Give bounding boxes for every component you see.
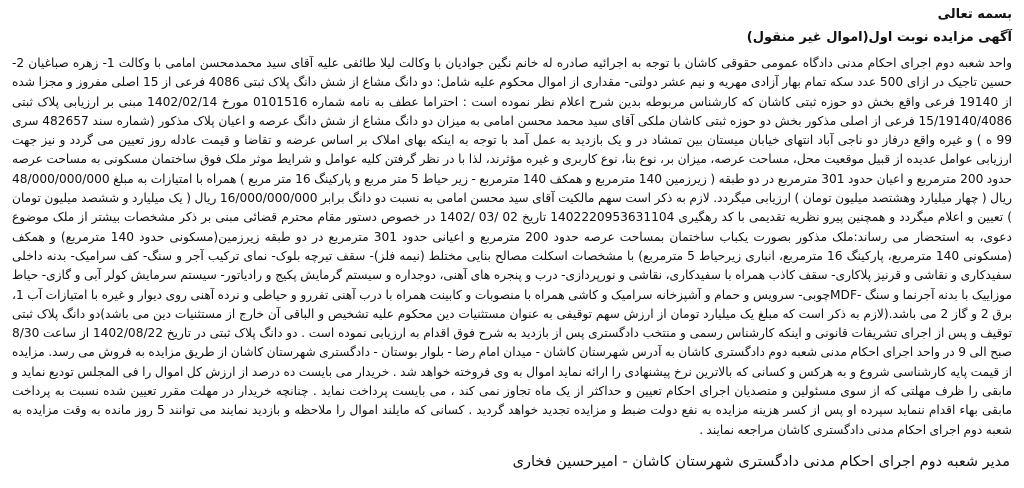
- notice-title: آگهی مزایده نوبت اول(اموال غیر منقول): [746, 30, 1012, 45]
- bismillah-heading: بسمه تعالی: [937, 7, 1012, 22]
- signature-line: مدیر شعبه دوم اجرای احکام مدنی دادگستری شهرستان کاشان - امیرحسین فخاری: [512, 454, 1010, 470]
- notice-body-text: واحد شعبه دوم اجرای احکام مدنی دادگاه عمومی حقوقی کاشان با توجه به اجرائیه صادره له خانم نگین جوادیان با وکالت لیلا طائفی علیه آقای سید محمدمحسن امامی با وکالت 1- زهره صباغیان 2- حسین تاجیک در ازای 500 عدد سکه تمام بهار آزادی مهریه و نیم عشر دولتی- مقداری از اموال محکوم علیه شامل: دو دانگ مشاع از شش دانگ پلاک ثبتی 4086 فرعی از 15 اصلی مفروز و مجزا شده از 19140 فرعی واقع بخش دو حوزه ثبتی کاشان که کارشناس مربوطه بدین شرح اعلام نظر نموده است : احتراما عطف به نامه شماره 0101516 مورخ 1402/02/14 مبنی بر ارزیابی پلاک ثبتی 15/19140/4086 فرعی از اصلی مذکور بخش دو حوزه ثبتی کاشان ملکی آقای سید محمد محسن امامی به میزان دو دانگ مشاع از شش دانگ عرصه و اعیان پلاک مذکور (شماره سند 482657 سری 99 ه ) و غیره واقع درفاز دو ناجی آباد انتهای خیابان میستان بین تمشاد در و یک بازدید به عمل آمد با توجه به اینکه بهای املاک بر اساس عرضه و تقاضا و قیمت عادله روز تعیین می گردد و نیز جهت ارزیابی عوامل عدیده از قبیل موقعیت محل، مساحت عرصه، میزان بر، نوع بنا، نوع کاربری و غیره مؤثرند، لذا با در نظر گرفتن کلیه عوامل و شرایط موثر ملک فوق ساختمان مسکونی به مساحت عرصه حدود 200 مترمربع و اعیان حدود 301 مترمربع در دو طبقه ( زیرزمین 140 مترمربع و همکف 140 مترمربع - زیر حیاط 5 متر مربع و پارکینگ 16 متر مربع ) همراه با امتیازات به مبلغ 48/000/000/000 ریال ( چهار میلیارد وهشتصد میلیون تومان ) ارزیابی میگردد. لازم به ذکر است سهم مالکیت آقای سید محسن امامی به نسبت دو دانگ برابر 16/000/000/000 ریال ( یک میلیارد و ششصد میلیون تومان ) تعیین و اعلام میگردد و همچنین پیرو نظریه تقدیمی با کد رهگیری 1402220953631104 تاریخ 02 /03 /1402 در خصوص دستور مقام محترم قضائی مبنی بر ذکر مشخصات بیشتر از ملک موضوع دعوی، به استحضار می رساند:ملک مذکور بصورت یکباب ساختمان بمساحت عرصه حدود 200 مترمربع و اعیانی حدود 301 مترمربع در دو طبقه زیرزمین(مسکونی حدود 140 مترمربع) و همکف (مسکونی 140 مترمربع، پارکینگ 16 مترمربع، انباری زیرحیاط 5 مترمربع) با مشخصات اسکلت مصالح بنایی مختلط (نیمه فلز)- سقف تیرچه بلوک- نمای ترکیب آجر و سنگ- کف سرامیک- بدنه داخلی سفیدکاری و نقاشی و قرنیز پلاکاری- سقف کاذب همراه با سفیدکاری، نقاشی و نورپردازی- درب و پنجره های آهنی، دوجداره و سیستم گرمایش پکیج و رادیاتور- سیستم سرمایش کولر آبی و گازی- حیاط موزاییک با بدنه آجرنما و سنگ -MDFچوبی- سرویس و حمام و آشپزخانه سرامیک و کاشی همراه با منصوبات و کابینت همراه با درب آهنی تفررو و حیاطی و نرده آهنی روی دیوار و غیره با امتیازات آب 1، برق 2 و گاز 2 می باشد.(لازم به ذکر است که مبلغ یک میلیارد تومان از ارزش سهم توقیفی به عنوان مستثنیات دین محکوم علیه تشخیص و الباقی آن خارج از مستثنیات دین می باشد)دو دانگ پلاک ثبتی توقیف و پس از اجرای تشریفات قانونی و اینکه کارشناس رسمی و منتخب دادگستری پس از بازدید به شرح فوق اقدام به ارزیابی نموده است . دو دانگ پلاک ثبتی در تاریخ 1402/08/22 از ساعت 8/30 صبح الی 9 در واحد اجرای احکام مدنی شعبه دوم دادگستری کاشان به آدرس شهرستان کاشان - میدان امام رضا - بلوار بوستان - دادگستری شهرستان کاشان از طریق مزایده به فروش می رسد. مزایده از قیمت پایه کارشناسی شروع و به هرکس و کسانی که بالاترین نرخ پیشنهادی را ارائه نماید اموال به وی فروخته خواهد شد . خریدار می بایست ده درصد از ارزش کل اموال را فی المجلس تودیع نماید و مابقی را ظرف مهلتی که از سوی مسئولین و متصدیان اجرای احکام تعیین و حداکثر از یک ماه تجاوز نمی کند ، می بایست پرداخت نماید . چنانچه خریدار در مهلت مقرر تعیین شده نسبت به پرداخت مابقی بهاء اقدام ننماید سپرده او پس از کسر هزینه مزایده به نفع دولت ضبط و مزایده تجدید خواهد گردید . کسانی که مایلند اموال را ملاحظه و بازدید نمایند می توانند 5 روز مانده به وقت مزایده به شعبه دوم اجرای احکام مدنی دادگستری کاشان مراجعه نمایند .: [12, 56, 1013, 437]
